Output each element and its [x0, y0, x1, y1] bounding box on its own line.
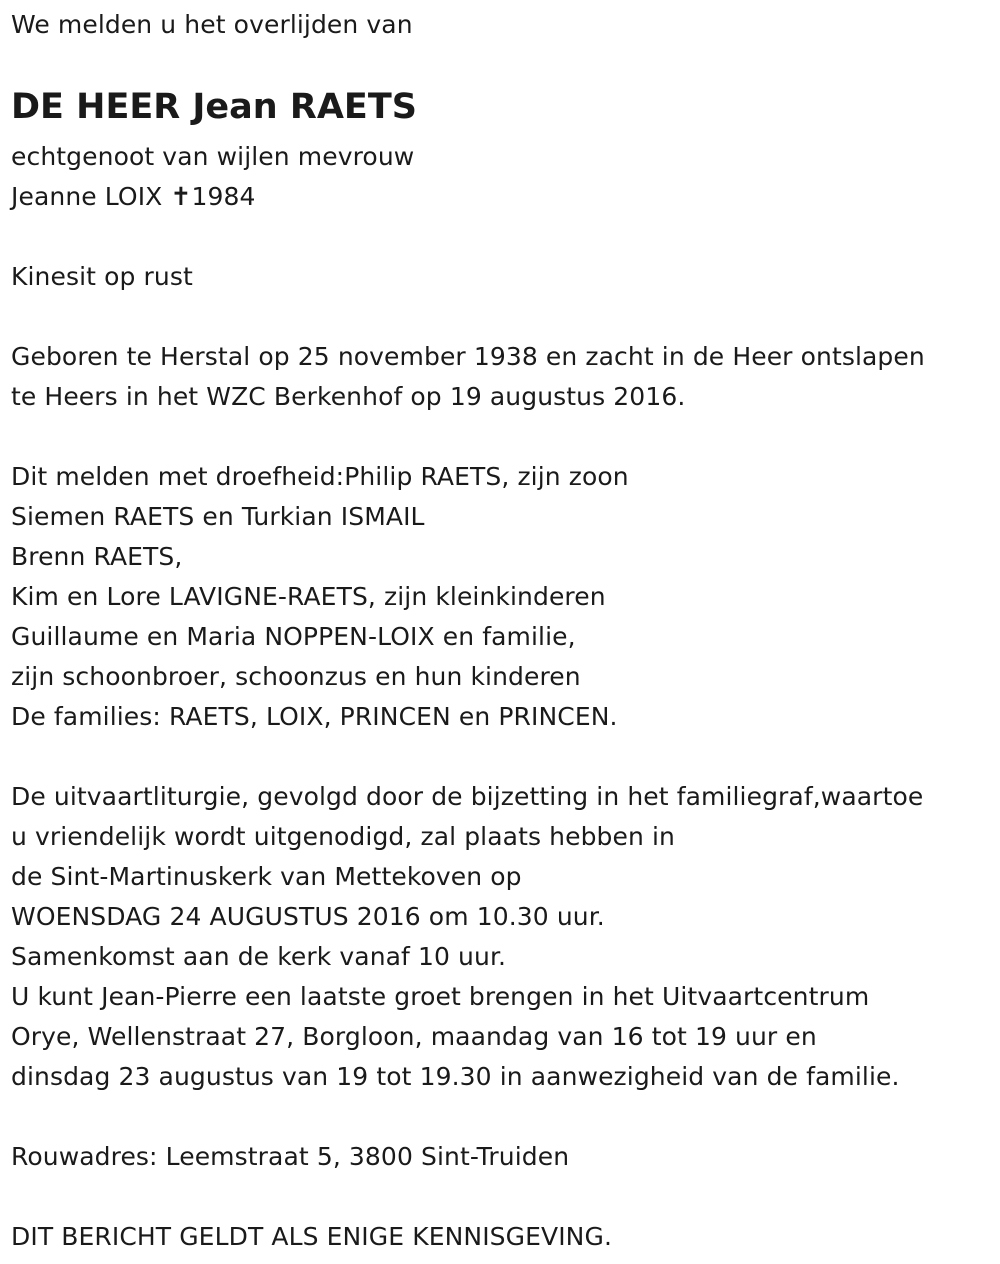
birth-death-paragraph	[11, 337, 991, 417]
funeral-line: dinsdag 23 augustus van 19 tot 19.30 in aanwezigheid van de familie.	[11, 1062, 900, 1091]
family-line: Siemen RAETS en Turkian ISMAIL	[11, 502, 425, 531]
funeral-line: Orye, Wellenstraat 27, Borgloon, maandag van 16 tot 19 uur en	[11, 1022, 817, 1051]
funeral-line: Samenkomst aan de kerk vanaf 10 uur.	[11, 942, 507, 971]
mourning-address: Rouwadres: Leemstraat 5, 3800 Sint-Truiden	[11, 1142, 570, 1171]
family-line: Brenn RAETS,	[11, 542, 183, 571]
family-line: zijn schoonbroer, schoonzus en hun kinderen	[11, 662, 581, 691]
birth-death-line: Geboren te Herstal op 25 november 1938 en zacht in de Heer ontslapen	[11, 342, 925, 371]
family-line: Kim en Lore LAVIGNE-RAETS, zijn kleinkinderen	[11, 582, 606, 611]
family-paragraph	[11, 457, 991, 737]
family-line: Dit melden met droefheid:Philip RAETS, zijn zoon	[11, 462, 629, 491]
spouse-line-2: Jeanne LOIX ✝1984	[11, 182, 256, 211]
deceased-name: DE HEER Jean RAETS	[11, 87, 417, 127]
funeral-paragraph	[11, 777, 991, 1097]
intro-text: We melden u het overlijden van	[11, 10, 413, 39]
funeral-line: u vriendelijk wordt uitgenodigd, zal plaats hebben in	[11, 822, 675, 851]
spouse-line-1: echtgenoot van wijlen mevrouw	[11, 142, 415, 171]
family-line: Guillaume en Maria NOPPEN-LOIX en familie,	[11, 622, 576, 651]
family-line: De families: RAETS, LOIX, PRINCEN en PRINCEN.	[11, 702, 618, 731]
death-notice	[11, 0, 991, 1257]
birth-death-line: te Heers in het WZC Berkenhof op 19 augustus 2016.	[11, 382, 686, 411]
funeral-line: U kunt Jean-Pierre een laatste groet brengen in het Uitvaartcentrum	[11, 982, 870, 1011]
funeral-line: De uitvaartliturgie, gevolgd door de bijzetting in het familiegraf,waartoe	[11, 782, 924, 811]
funeral-line: de Sint-Martinuskerk van Mettekoven op	[11, 862, 522, 891]
occupation-text: Kinesit op rust	[11, 262, 193, 291]
funeral-line: WOENSDAG 24 AUGUSTUS 2016 om 10.30 uur.	[11, 902, 605, 931]
closing-statement: DIT BERICHT GELDT ALS ENIGE KENNISGEVING.	[11, 1222, 612, 1251]
